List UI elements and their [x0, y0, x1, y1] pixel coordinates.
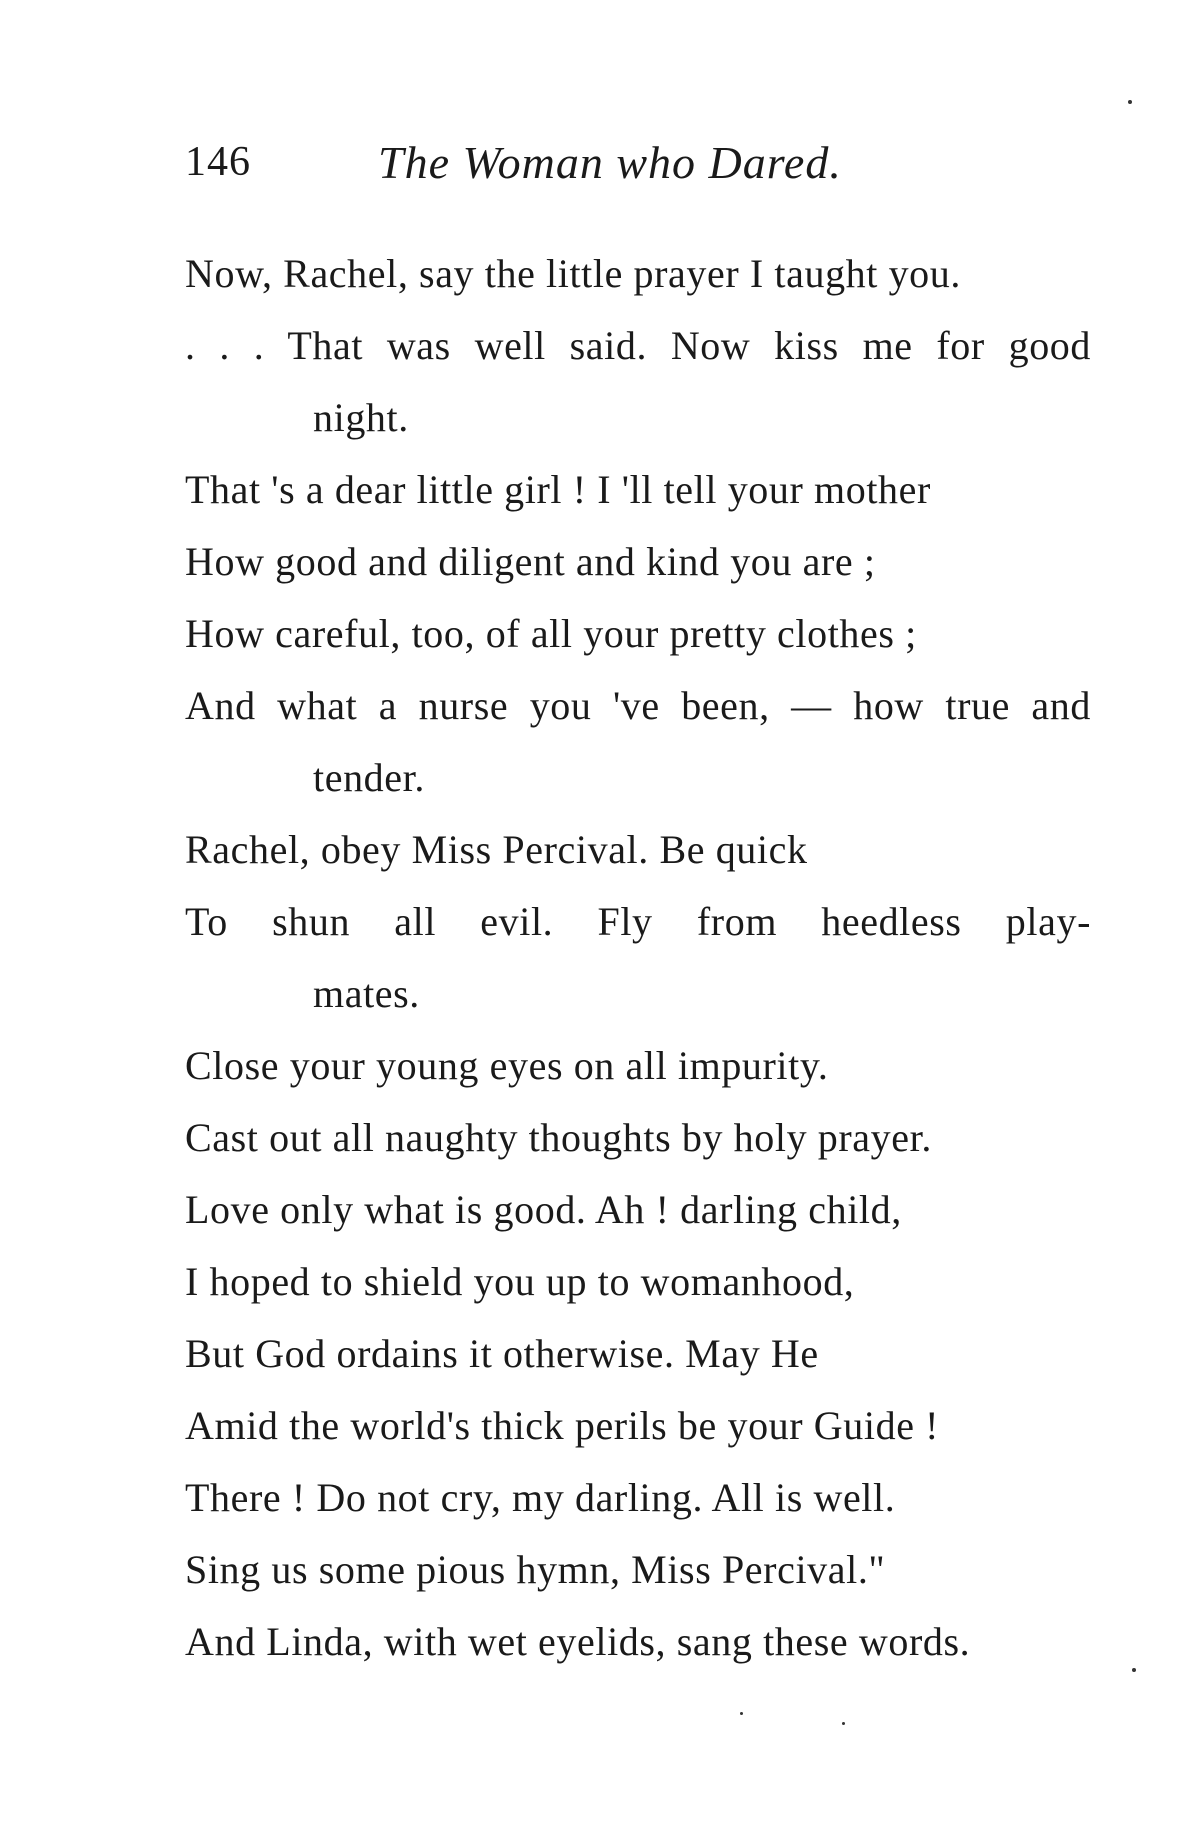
- text-line: That 's a dear little girl ! I 'll tell your mother: [185, 467, 931, 512]
- text-line: And what a nurse you 've been, — how true and: [185, 683, 1091, 728]
- text-line: Love only what is good. Ah ! darling child,: [185, 1187, 902, 1232]
- scan-speck: [1132, 1668, 1136, 1672]
- text-line: I hoped to shield you up to womanhood,: [185, 1259, 855, 1304]
- page-number: 146: [185, 139, 251, 185]
- text-line: But God ordains it otherwise. May He: [185, 1331, 819, 1376]
- text-line: And Linda, with wet eyelids, sang these words.: [185, 1619, 971, 1664]
- scan-speck: [740, 1712, 743, 1715]
- text-line: Rachel, obey Miss Percival. Be quick: [185, 827, 808, 872]
- text-line: There ! Do not cry, my darling. All is well.: [185, 1475, 896, 1520]
- text-line: Cast out all naughty thoughts by holy prayer.: [185, 1115, 932, 1160]
- text-line-continuation: tender.: [313, 755, 425, 800]
- poem-text: [185, 238, 1105, 1678]
- text-line-continuation: night.: [313, 395, 409, 440]
- text-line: How good and diligent and kind you are ;: [185, 539, 876, 584]
- text-line: To shun all evil. Fly from heedless play-: [185, 899, 1091, 944]
- text-line: Sing us some pious hymn, Miss Percival.": [185, 1547, 886, 1592]
- text-line: . . . That was well said. Now kiss me for good: [185, 323, 1091, 368]
- text-line: Close your young eyes on all impurity.: [185, 1043, 829, 1088]
- text-line: Amid the world's thick perils be your Guide !: [185, 1403, 940, 1448]
- running-title: The Woman who Dared.: [378, 137, 842, 188]
- text-line-continuation: mates.: [313, 971, 420, 1016]
- text-line: How careful, too, of all your pretty clothes ;: [185, 611, 917, 656]
- running-header: [185, 138, 965, 198]
- scan-speck: [1128, 100, 1132, 104]
- scan-speck: [842, 1722, 845, 1725]
- text-line: Now, Rachel, say the little prayer I taught you.: [185, 251, 961, 296]
